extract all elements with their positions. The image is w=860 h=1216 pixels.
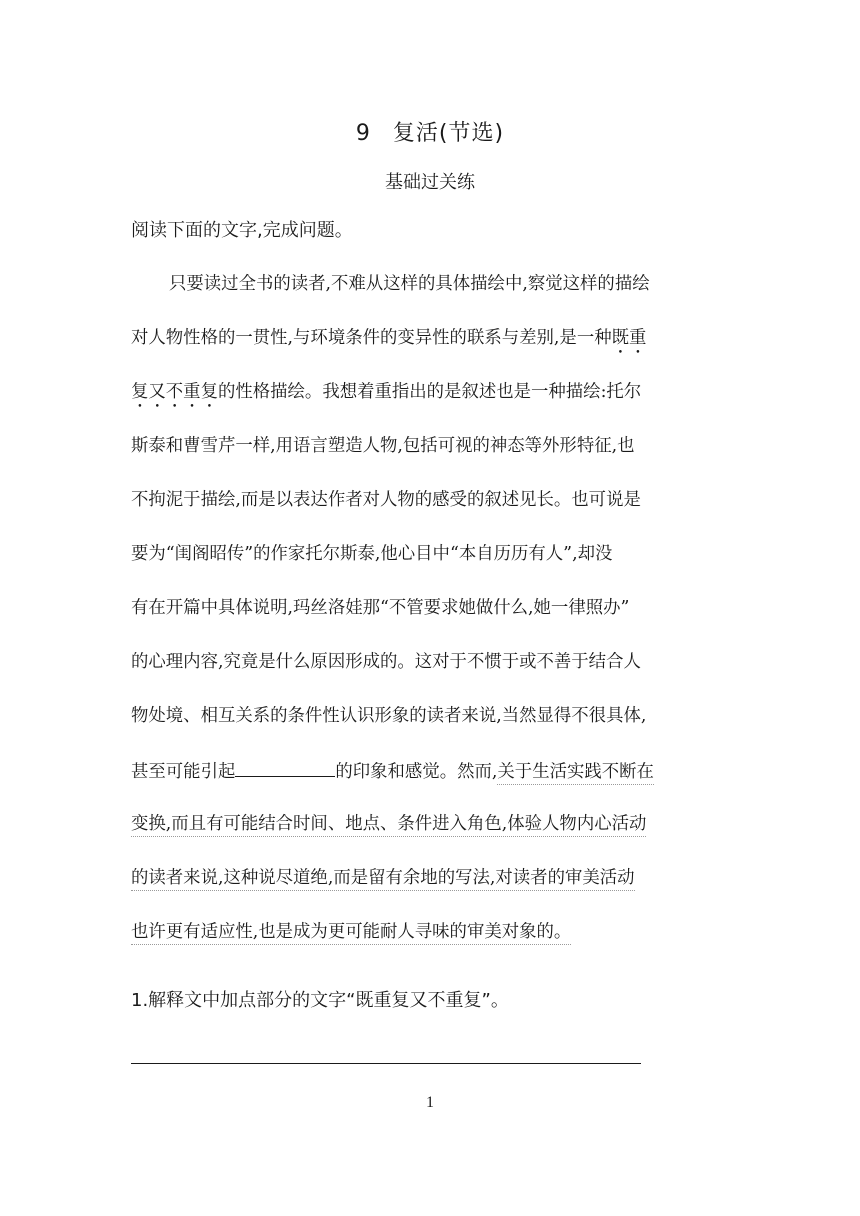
passage-line <box>131 862 731 916</box>
passage-text: 的性格描绘。我想着重指出的是叙述也是一种描绘:托尔 <box>217 382 642 402</box>
passage-line <box>131 646 731 700</box>
passage-text: 的心理内容,究竟是什么原因形成的。这对于不惯于或不善于结合人 <box>131 652 641 672</box>
underlined-text: 关于生活实践不断在 <box>497 762 654 785</box>
underlined-text: 的读者来说,这种说尽道绝,而是留有余地的写法,对读者的审美活动 <box>131 868 635 891</box>
emphasized-text: 既重 <box>611 328 647 348</box>
section-heading: 基础过关练 <box>385 172 475 193</box>
answer-line[interactable] <box>131 1063 641 1064</box>
page-number: 1 <box>426 1094 434 1111</box>
passage-text: 物处境、相互关系的条件性认识形象的读者来说,当然显得不很具体, <box>131 706 647 726</box>
question-1: 1.解释文中加点部分的文字“既重复又不重复”。 <box>131 990 509 1011</box>
passage-line <box>131 538 731 592</box>
passage-line <box>131 268 731 322</box>
passage-line <box>131 916 731 970</box>
lesson-number: 9 <box>355 121 371 146</box>
passage-line <box>131 430 731 484</box>
passage-line <box>131 808 731 862</box>
underlined-text: 也许更有适应性,也是成为更可能耐人寻味的审美对象的。 <box>131 922 571 945</box>
fill-in-blank[interactable] <box>235 754 335 777</box>
passage-text: 的印象和感觉。然而, <box>335 762 498 782</box>
reading-passage <box>131 268 731 970</box>
emphasized-text: 复又不重复 <box>131 382 218 402</box>
lesson-title: 复活(节选) <box>392 121 505 146</box>
passage-line <box>131 484 731 538</box>
passage-text: 只要读过全书的读者,不难从这样的具体描绘中,察觉这样的描绘 <box>169 274 650 294</box>
passage-text: 对人物性格的一贯性,与环境条件的变异性的联系与差别,是一种 <box>131 328 612 348</box>
underlined-text: 变换,而且有可能结合时间、地点、条件进入角色,体验人物内心活动 <box>131 814 646 837</box>
passage-text: 不拘泥于描绘,而是以表达作者对人物的感受的叙述见长。也可说是 <box>131 490 641 510</box>
reading-instruction: 阅读下面的文字,完成问题。 <box>131 220 353 241</box>
passage-line <box>131 592 731 646</box>
passage-text: 要为“闺阁昭传”的作家托尔斯泰,他心目中“本自历历有人”,却没 <box>131 544 613 564</box>
passage-text: 斯泰和曹雪芹一样,用语言塑造人物,包括可视的神态等外形特征,也 <box>131 436 635 456</box>
passage-line <box>131 700 731 754</box>
passage-text: 甚至可能引起 <box>131 762 236 782</box>
passage-line <box>131 754 731 808</box>
passage-line <box>131 322 731 376</box>
passage-line <box>131 376 731 430</box>
passage-text: 有在开篇中具体说明,玛丝洛娃那“不管要求她做什么,她一律照办” <box>131 598 630 618</box>
page-title <box>0 116 860 147</box>
